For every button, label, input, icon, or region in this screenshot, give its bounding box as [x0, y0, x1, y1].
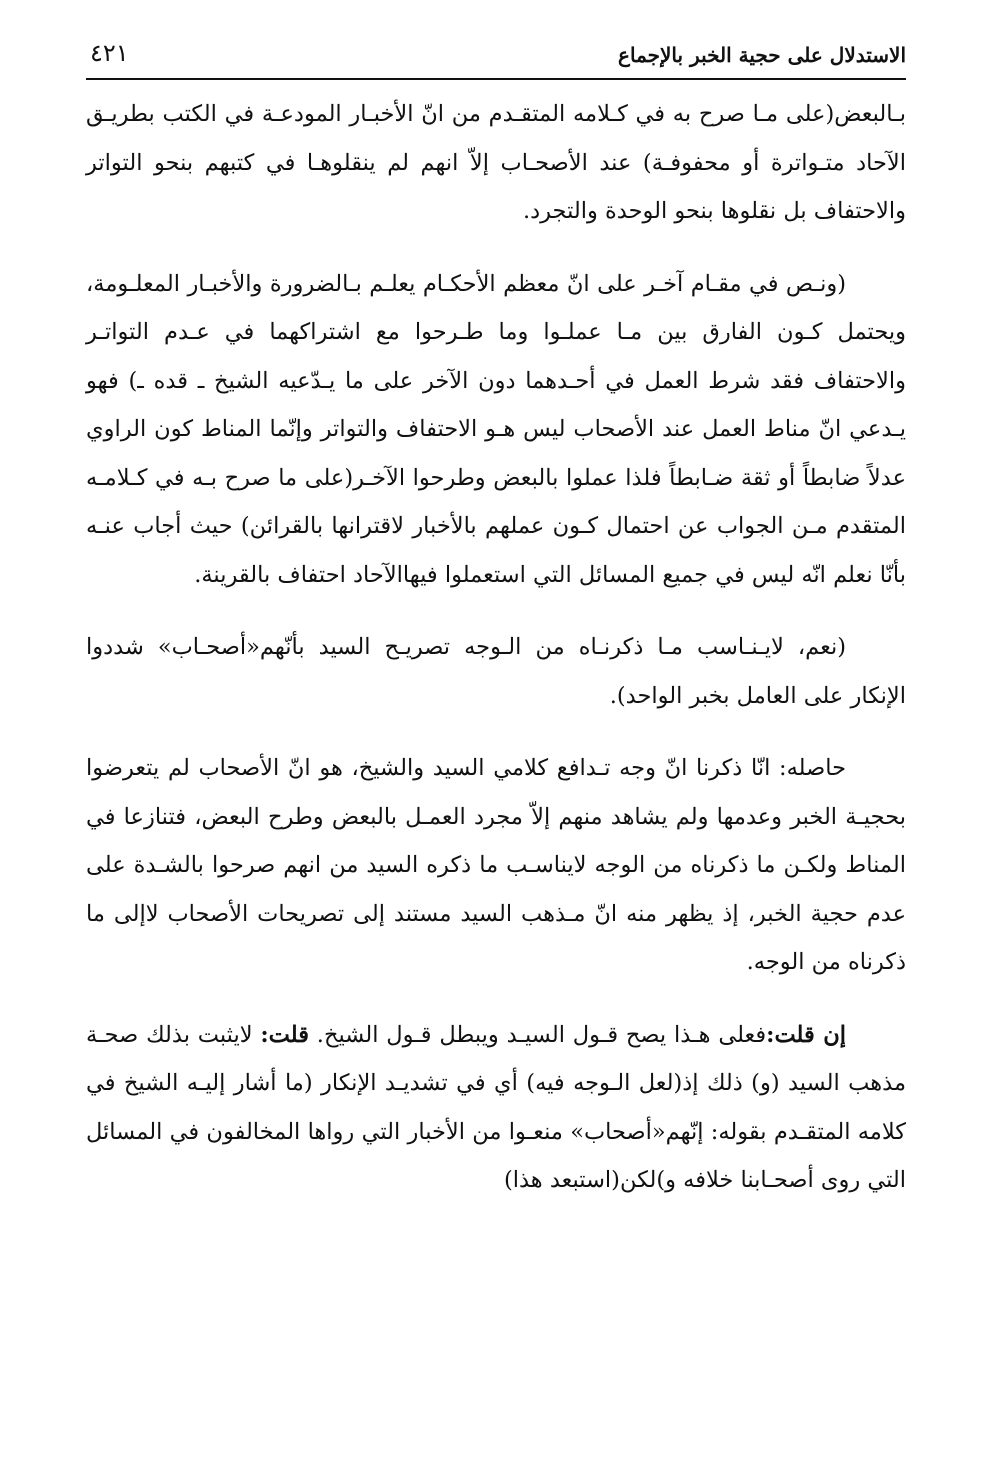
paragraph-2: (ونـص في مقـام آخـر على انّ معظم الأحكـام يعلـم بـالضرورة والأخبـار المعلـومة، ويحتمل كـون الفارق بين مـا عملـوا وما طـرحوا مع اشتراكهما في عـدم التواتـر والاحتفاف فقد شرط العمل في أحـدهما دون الآخر على ما يـدّعيه الشيخ ـ قده ـ) فهو يـدعي انّ مناط العمل عند الأصحاب ليس هـو الاحتفاف والتواتر وإنّما المناط كون الراوي عدلاً ضابطاً أو ثقة ضـابطاً فلذا عملوا بالبعض وطرحوا الآخـر(على ما صرح بـه في كـلامـه المتقدم مـن الجواب عن احتمال كـون عملهم بالأخبار لاقترانها بالقرائن) حيث أجاب عنـه بأنّا نعلم انّه ليس في جميع المسائل التي استعملوا فيهاالآحاد احتفاف بالقرينة.	[86, 270, 906, 588]
paragraph-3: (نعم، لايـنـاسب مـا ذكرنـاه من الـوجه تصريـح السيد بأنّهم«أصحـاب» شددوا الإنكار على العامل بخبر الواحد).	[86, 634, 906, 709]
paragraph-1: بـالبعض(على مـا صرح به في كـلامه المتقـدم من انّ الأخبـار المودعـة في الكتب بطريـق الآحاد متـواترة أو محفوفـة) عند الأصحـاب إلاّ انهم لم ينقلوهـا في كتبهم بنحو التواتر والاحتفاف بل نقلوها بنحو الوحدة والتجرد.	[86, 101, 906, 224]
answer-text: لايثبت بذلك صحـة مذهب السيد (و) ذلك إذ(لعل الـوجه فيه) أي في تشديـد الإنكار (ما أشار إليـه الشيخ في كلامه المتقـدم بقوله: إنّهم«أصحاب» منعـوا من الأخبار التي رواها المخالفون في المسائل التي روى أصحـابنا خلافه و)لكن(استبعد هذا)	[86, 1021, 906, 1193]
page-number: ٤٢١	[90, 39, 129, 67]
running-header	[86, 36, 906, 80]
paragraph-4: حاصله: انّا ذكرنا انّ وجه تـدافع كلامي السيد والشيخ، هو انّ الأصحاب لم يتعرضوا بحجيـة الخبر وعدمها ولم يشاهد منهم إلاّ مجرد العمـل بالبعض وطرح البعض، فتنازعا في المناط ولكـن ما ذكرناه من الوجه لايناسـب ما ذكره السيد من انهم صرحوا بالشـدة على عدم حجية الخبر، إذ يظهر منه انّ مـذهب السيد مستند إلى تصريحات الأصحاب لاإلى ما ذكرناه من الوجه.	[86, 755, 906, 975]
question-text: فعلى هـذا يصح قـول السيـد ويبطل قـول الشيخ.	[316, 1021, 767, 1048]
book-page	[86, 36, 906, 1436]
paragraph-5	[86, 1011, 906, 1205]
answer-lead: قلت:	[260, 1021, 309, 1048]
running-title: الاستدلال على حجية الخبر بالإجماع	[618, 43, 906, 67]
question-lead: إن قلت:	[766, 1021, 847, 1048]
body-text	[86, 90, 906, 1205]
